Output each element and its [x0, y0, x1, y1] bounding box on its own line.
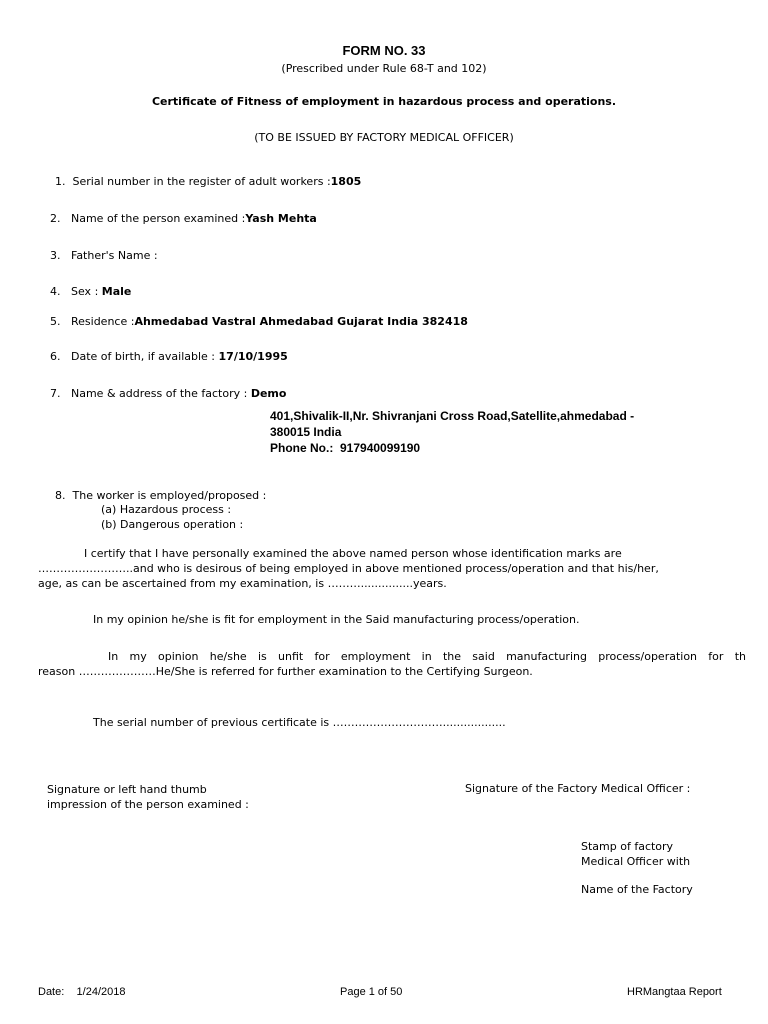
- item-number: 8.: [55, 489, 66, 502]
- item-employment: [55, 489, 266, 502]
- item-label: Date of birth, if available :: [71, 350, 219, 363]
- item-father-name: [50, 249, 158, 262]
- item-value: 1805: [330, 175, 362, 188]
- form-prescribed-rule: (Prescribed under Rule 68-T and 102): [281, 62, 487, 75]
- employment-hazardous-process: (a) Hazardous process :: [101, 503, 232, 516]
- footer-date-value: 1/24/2018: [76, 986, 126, 998]
- item-number: 3.: [50, 249, 61, 262]
- previous-certificate-serial: The serial number of previous certificate is …………………………..................: [93, 716, 506, 729]
- factory-phone: [270, 440, 634, 456]
- item-label: Name of the person examined :: [71, 212, 246, 225]
- item-value: Demo: [250, 387, 287, 400]
- factory-address-line: 380015 India: [270, 425, 342, 439]
- certify-line: age, as can be ascertained from my examination, is ………...............years.: [38, 577, 447, 590]
- item-value: Male: [101, 285, 132, 298]
- item-number: 4.: [50, 285, 61, 298]
- item-value: Ahmedabad Vastral Ahmedabad Gujarat India 382418: [134, 315, 468, 328]
- footer-page-number: Page 1 of 50: [340, 986, 403, 998]
- factory-address-line: 401,Shivalik-II,Nr. Shivranjani Cross Road,Satellite,ahmedabad -: [270, 409, 635, 423]
- factory-name-label: Name of the Factory: [581, 883, 693, 896]
- worker-signature: [47, 782, 249, 812]
- footer-report-name: HRMangtaa Report: [627, 986, 722, 998]
- stamp-line: Stamp of factory: [581, 840, 674, 853]
- certificate-title: Certificate of Fitness of employment in hazardous process and operations.: [151, 95, 617, 108]
- footer-date: [38, 986, 125, 998]
- item-label: Serial number in the register of adult workers :: [72, 175, 331, 188]
- item-number: 7.: [50, 387, 61, 400]
- fit-statement: In my opinion he/she is fit for employment in the Said manufacturing process/operation.: [93, 613, 580, 626]
- item-number: 1.: [55, 175, 66, 188]
- officer-stamp: [581, 839, 690, 869]
- item-number: 6.: [50, 350, 61, 363]
- item-label: The worker is employed/proposed :: [72, 489, 267, 502]
- item-person-name: [50, 212, 317, 225]
- officer-signature: Signature of the Factory Medical Officer :: [465, 782, 691, 795]
- item-value: Yash Mehta: [245, 212, 317, 225]
- certify-line: ……………………..and who is desirous of being employed in above mentioned process/operation and that his/her,: [38, 562, 659, 575]
- item-date-of-birth: [50, 350, 288, 363]
- item-label: Sex :: [71, 285, 102, 298]
- phone-number: 917940099190: [340, 441, 421, 455]
- item-number: 5.: [50, 315, 61, 328]
- item-residence: [50, 315, 468, 328]
- item-sex: [50, 285, 131, 298]
- phone-label: Phone No.:: [270, 441, 334, 455]
- factory-address: [270, 408, 634, 456]
- item-label: Father's Name :: [71, 249, 158, 262]
- stamp-line: Medical Officer with: [581, 855, 691, 868]
- unfit-statement-line: reason …………………He/She is referred for further examination to the Certifying Surgeon.: [38, 665, 533, 678]
- item-label: Residence :: [71, 315, 135, 328]
- item-number: 2.: [50, 212, 61, 225]
- certify-line: I certify that I have personally examined the above named person whose identification marks are: [84, 547, 622, 560]
- employment-dangerous-operation: (b) Dangerous operation :: [101, 518, 244, 531]
- item-factory: [50, 387, 286, 400]
- item-serial-number: [55, 175, 361, 188]
- item-value: 17/10/1995: [218, 350, 288, 363]
- form-number: FORM NO. 33: [342, 43, 426, 58]
- issued-by-note: (TO BE ISSUED BY FACTORY MEDICAL OFFICER): [254, 131, 514, 144]
- footer-date-label: Date:: [38, 986, 65, 998]
- worker-signature-line: impression of the person examined :: [47, 798, 249, 811]
- item-label: Name & address of the factory :: [71, 387, 251, 400]
- worker-signature-line: Signature or left hand thumb: [47, 783, 207, 796]
- unfit-statement-line: In my opinion he/she is unfit for employment in the said manufacturing process/operation for th: [108, 650, 746, 663]
